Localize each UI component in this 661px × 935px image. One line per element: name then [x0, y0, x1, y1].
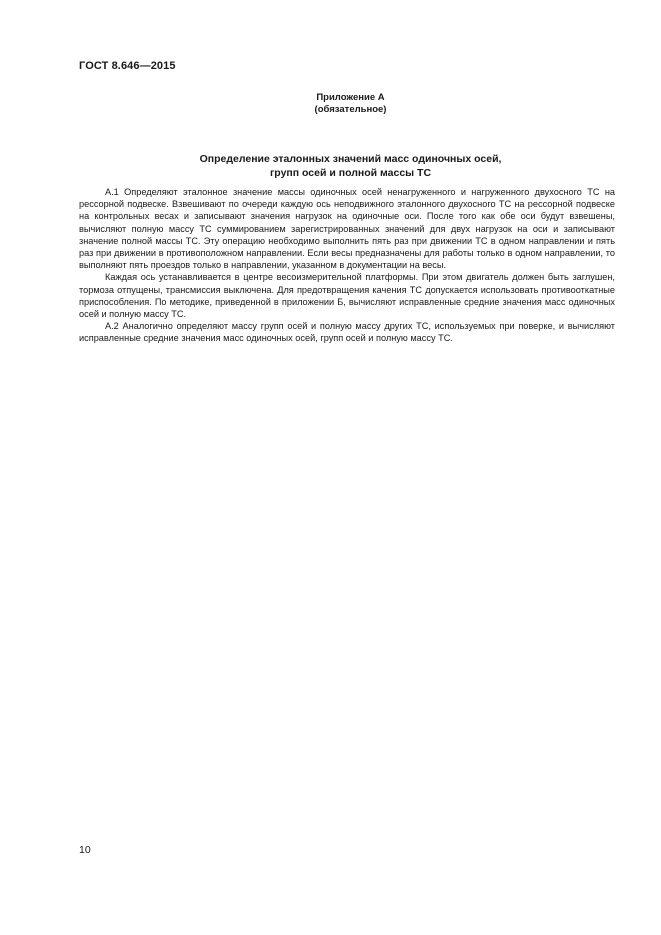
page-number: 10 [79, 844, 91, 856]
section-title-line-2: групп осей и полной массы ТС [269, 166, 432, 179]
paragraph-axle-placement: Каждая ось устанавливается в центре весоизмерительной платформы. При этом двигатель должен быть заглушен, тормоза отпущены, трансмиссия выключена. Для предотвращения качения ТС допускается использовать противооткатные приспособления. По методике, приведенной в приложении Б, вычисляют исправленные средние значения масс одиночных осей и полную массу ТС. [79, 272, 615, 320]
body-text [79, 186, 615, 345]
document-header-standard: ГОСТ 8.646—2015 [79, 60, 176, 72]
section-title [0, 153, 661, 180]
paragraph-a1: А.1 Определяют эталонное значение массы одиночных осей ненагруженного и нагруженного двухосного ТС на рессорной подвеске. Взвешивают по очереди каждую ось неподвижного эталонного двухосного ТС на рессорной подвеске на контрольных весах и записывают значения нагрузок на одиночные оси. После того как обе оси будут взвешены, вычисляют полную массу ТС суммированием зарегистрированных значений для двух нагрузок на оси и записывают значение полной массы ТС. Эту операцию необходимо выполнить пять раз при движении ТС в одном направлении и пять раз при движении в противоположном направлении. Если весы предназначены для работы только в одном направлении, то выполняют пять проездов только в направлении, указанном в документации на весы. [79, 187, 615, 271]
paragraph-a2: А.2 Аналогично определяют массу групп осей и полную массу других ТС, используемых при поверке, и вычисляют исправленные средние значения масс одиночных осей, групп осей и полную массу ТС. [79, 321, 615, 344]
appendix-heading [0, 92, 661, 116]
section-title-line-1: Определение эталонных значений масс одиночных осей, [199, 153, 502, 165]
appendix-status: (обязательное) [314, 104, 387, 115]
appendix-title: Приложение А [316, 92, 385, 103]
